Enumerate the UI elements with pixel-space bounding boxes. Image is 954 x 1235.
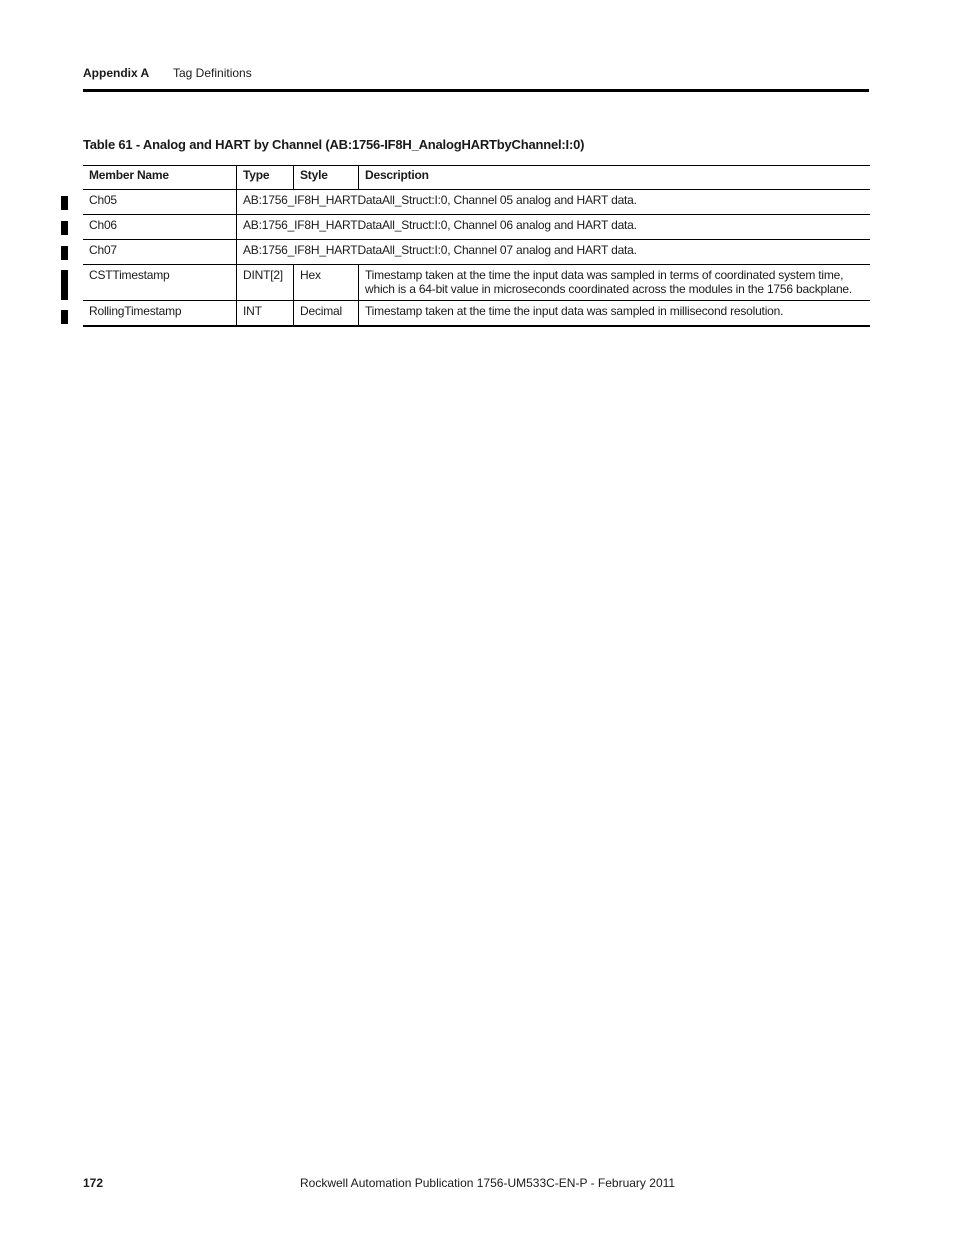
table-row	[83, 301, 870, 327]
description-cell: Timestamp taken at the time the input data was sampled in millisecond resolution.	[359, 301, 871, 327]
description-line: Timestamp taken at the time the input data was sampled in terms of coordinated system time,	[365, 268, 844, 282]
merged-description-cell: AB:1756_IF8H_HARTDataAll_Struct:I:0, Channel 06 analog and HART data.	[237, 215, 871, 240]
page-header	[83, 66, 869, 90]
member-name-cell: Ch07	[83, 240, 237, 265]
description-cell	[359, 265, 871, 301]
table-title: Table 61 - Analog and HART by Channel (AB:1756-IF8H_AnalogHARTbyChannel:I:0)	[83, 137, 585, 152]
table-row	[83, 190, 870, 215]
page-number: 172	[83, 1176, 104, 1190]
change-bar	[61, 270, 68, 300]
change-bar	[61, 246, 68, 260]
description-line: which is a 64-bit value in microseconds coordinated across the modules in the 1756 backplane.	[365, 282, 853, 296]
column-header-member-name: Member Name	[83, 166, 237, 190]
section-title: Tag Definitions	[173, 66, 252, 80]
publication-info: Rockwell Automation Publication 1756-UM533C-EN-P - February 2011	[300, 1176, 676, 1190]
member-name-cell: CSTTimestamp	[83, 265, 237, 301]
tag-definitions-table	[83, 165, 870, 327]
type-cell: DINT[2]	[237, 265, 294, 301]
change-bar	[61, 310, 68, 324]
table-header-row	[83, 166, 870, 190]
merged-description-cell: AB:1756_IF8H_HARTDataAll_Struct:I:0, Channel 05 analog and HART data.	[237, 190, 871, 215]
change-bar	[61, 196, 68, 210]
member-name-cell: Ch06	[83, 215, 237, 240]
column-header-style: Style	[294, 166, 359, 190]
member-name-cell: Ch05	[83, 190, 237, 215]
table-row	[83, 265, 870, 301]
column-header-type: Type	[237, 166, 294, 190]
column-header-description: Description	[359, 166, 871, 190]
style-cell: Hex	[294, 265, 359, 301]
table-row	[83, 215, 870, 240]
style-cell: Decimal	[294, 301, 359, 327]
appendix-label: Appendix A	[83, 66, 150, 80]
table-row	[83, 240, 870, 265]
member-name-cell: RollingTimestamp	[83, 301, 237, 327]
header-rule	[83, 89, 869, 92]
change-bar	[61, 221, 68, 235]
merged-description-cell: AB:1756_IF8H_HARTDataAll_Struct:I:0, Channel 07 analog and HART data.	[237, 240, 871, 265]
type-cell: INT	[237, 301, 294, 327]
